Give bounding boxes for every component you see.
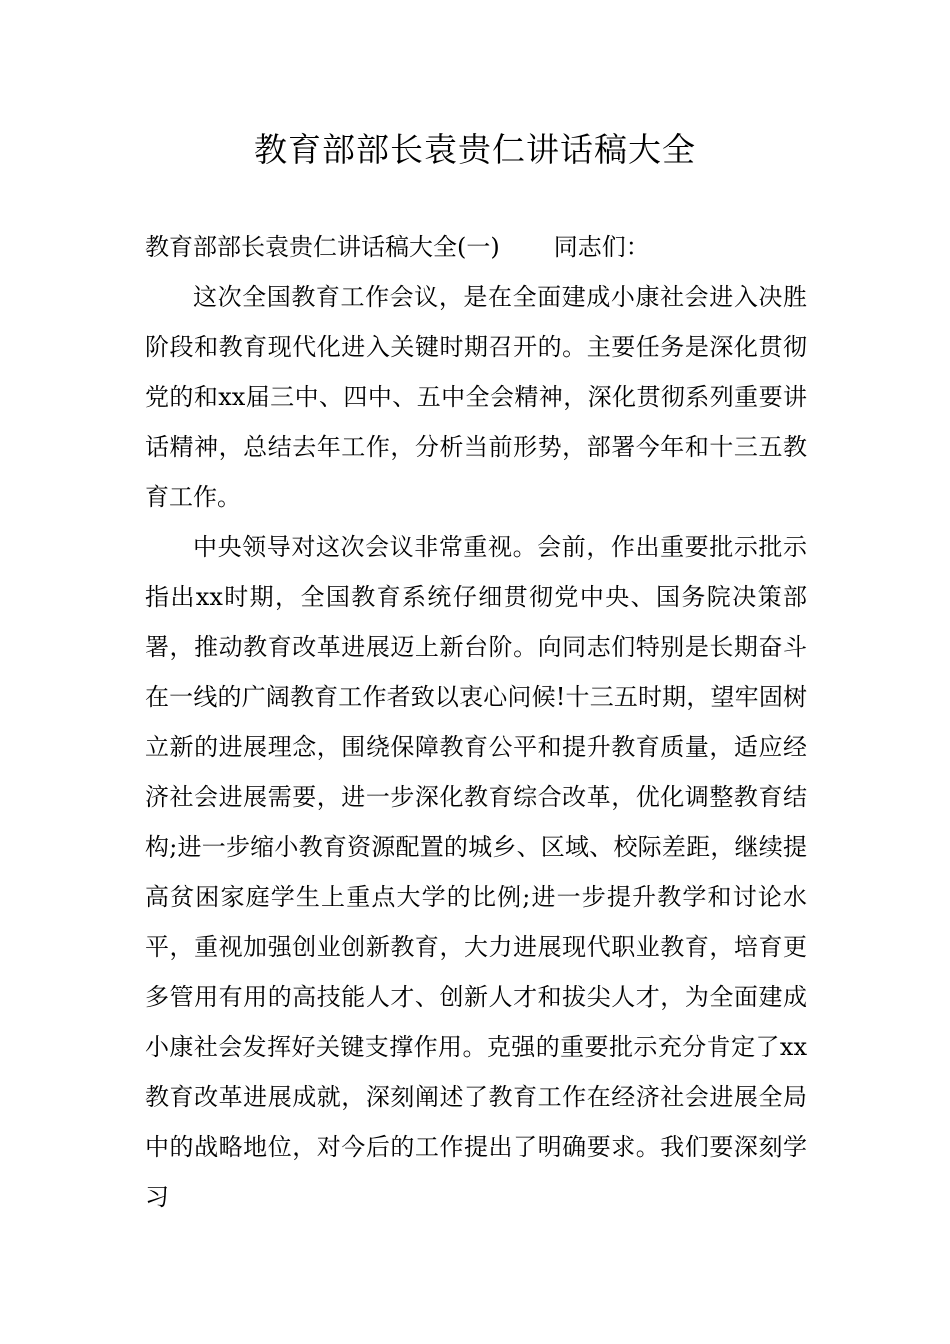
intro-line xyxy=(145,222,807,272)
document-title: 教育部部长袁贵仁讲话稿大全 xyxy=(254,130,696,169)
intro-heading: 教育部部长袁贵仁讲话稿大全(一) xyxy=(145,233,500,261)
paragraph-1: 这次全国教育工作会议，是在全面建成小康社会进入决胜阶段和教育现代化进入关键时期召开的。主要任务是深化贯彻党的和xx届三中、四中、五中全会精神，深化贯彻系列重要讲话精神，总结去年工作，分析当前形势，部署今年和十三五教育工作。 xyxy=(145,283,807,511)
paragraph-2: 中央领导对这次会议非常重视。会前，作出重要批示批示指出xx时期，全国教育系统仔细贯彻党中央、国务院决策部署，推动教育改革进展迈上新台阶。向同志们特别是长期奋斗在一线的广阔教育工作者致以衷心问候!十三五时期，望牢固树立新的进展理念，围绕保障教育公平和提升教育质量，适应经济社会进展需要，进一步深化教育综合改革，优化调整教育结构;进一步缩小教育资源配置的城乡、区域、校际差距，继续提高贫困家庭学生上重点大学的比例;进一步提升教学和讨论水平，重视加强创业创新教育，大力进展现代职业教育，培育更多管用有用的高技能人才、创新人才和拔尖人才，为全面建成小康社会发挥好关键支撑作用。克强的重要批示充分肯定了xx教育改革进展成就，深刻阐述了教育工作在经济社会进展全局中的战略地位，对今后的工作提出了明确要求。我们要深刻学习 xyxy=(145,533,807,1211)
intro-salutation: 同志们： xyxy=(553,233,650,261)
document-body xyxy=(145,222,807,1222)
